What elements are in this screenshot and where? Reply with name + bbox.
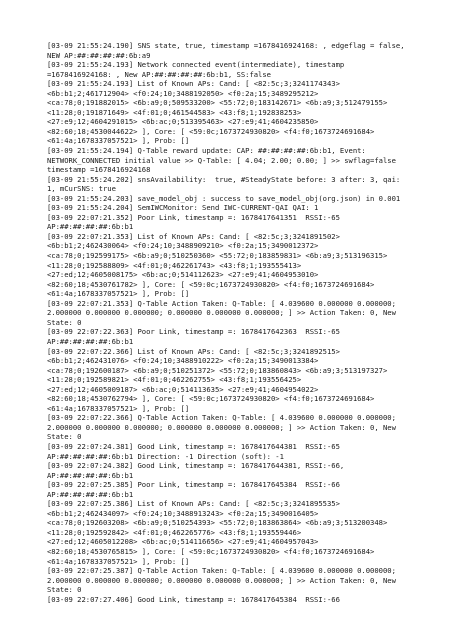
log-line: [03-09 22:07:24.382] Good Link, timestamp =: 1678417644381, RSSI:-66, xyxy=(47,461,345,471)
log-line: [03-09 21:55:24.204] SemIWCMonitor: Send IWC-CURRENT-QAI QAI: 1 xyxy=(47,203,319,213)
log-line: 2.000000 0.000000 0.000000; 0.000000 0.000000 0.000000; ] >> Action Taken: 0, New xyxy=(47,308,396,318)
log-line: <61:4a;1678337057521> ], Prob: [] xyxy=(47,556,190,566)
log-line: <82:60;18;4530765815> ], Core: [ <59:0c;1673724930820> <f4:f0;1673724691684> xyxy=(47,546,375,556)
log-line: [03-09 21:55:24.190] SNS state, true, timestamp =1678416924168: , edgeflag = false, xyxy=(47,41,405,50)
log-line: <6b:b1;2;462431076> <f0:24;10;3488910222> <f0:2a;15;3490013384> xyxy=(47,356,319,366)
log-line: timestamp =1678416924168 xyxy=(47,165,151,175)
log-line: <ca:78;0;192600187> <6b:a9;0;510251372> <55:72;0;183860843> <6b:a9;3;513197327> xyxy=(47,365,388,375)
log-line: [03-09 21:55:24.194] Q-Table reward update: CAP: ##:##:##:##:6b:b1, Event: xyxy=(47,146,366,156)
log-line: <ca:78;0;191882015> <6b:a9;0;509533200> <55:72;0;183142671> <6b:a9;3;512479155> xyxy=(47,98,388,108)
log-line: <27:e9;12;4604291015> <6b:ac;0;513395463> <27:e9;41;4604235850> xyxy=(47,117,319,127)
log-line: [03-09 22:07:27.406] Good Link, timestamp =: 1678417645384 RSSI:-66 xyxy=(47,594,340,604)
log-line: [03-09 22:07:21.352] Poor Link, timestamp =: 1678417641351 RSSI:-65 xyxy=(47,212,340,222)
log-line: <27:ed;12;4605008175> <6b:ac;0;514112623> <27:e9;41;4604953010> xyxy=(47,270,319,280)
log-body xyxy=(47,41,467,604)
log-line: <82:60;18;4530762794> ], Core: [ <59:0c;1673724930820> <f4:f0;1673724691684> xyxy=(47,394,375,404)
log-document xyxy=(47,41,467,626)
log-line: 1, mCurSNS: true xyxy=(47,184,116,194)
log-line: State: 0 xyxy=(47,317,82,327)
log-line: <11:28;0;192588809> <4f:01;0;462261743> <43:f8;1;193555413> xyxy=(47,260,302,270)
log-line: <11:28;0;192589821> <4f:01;0;462262755> <43:f8;1;193556425> xyxy=(47,375,302,385)
log-line: [03-09 21:55:24.193] Network connected event(intermediate), timestamp xyxy=(47,60,345,70)
log-line: [03-09 21:55:24.193] List of Known APs: Cand: [ <82:5c;3;3241174343> xyxy=(47,79,340,89)
log-line: <27:ed;12;4605009187> <6b:ac;0;514113635> <27:e9;41;4604954022> xyxy=(47,384,319,394)
log-line: [03-09 21:55:24.202] snsAvailability: true, #SteadyState before: 3 after: 3, qai: xyxy=(47,174,401,184)
log-line: State: 0 xyxy=(47,432,82,442)
log-line: <6b:b1;2;461712904> <f0:24;10;3488192050> <f0:2a;15;3489295212> xyxy=(47,88,319,98)
log-line: 2.000000 0.000000 0.000000; 0.000000 0.000000 0.000000; ] >> Action Taken: 0, New xyxy=(47,575,396,585)
log-line: AP:##:##:##:##:6b:b1 xyxy=(47,336,134,346)
log-line: [03-09 22:07:22.363] Poor Link, timestamp =: 1678417642363 RSSI:-65 xyxy=(47,327,340,337)
log-line: <ca:78;0;192603208> <6b:a9;0;510254393> <55:72;0;183863864> <6b:a9;3;513200348> xyxy=(47,518,388,528)
log-line: <61:4a;1678337057521> ], Prob: [] xyxy=(47,403,190,413)
log-line: <11:28;0;192592842> <4f:01;0;462265776> <43:f8;1;193559446> xyxy=(47,527,302,537)
log-line: <6b:b1;2;462434097> <f0:24;10;3488913243> <f0:2a;15;3490016405> xyxy=(47,508,319,518)
log-line: [03-09 22:07:22.366] Q-Table Action Taken: Q-Table: [ 4.039600 0.000000 0.000000; xyxy=(47,413,396,423)
log-line: State: 0 xyxy=(47,585,82,595)
log-line: AP:##:##:##:##:6b:b1 Direction: -1 Direction (soft): -1 xyxy=(47,451,284,461)
log-line: AP:##:##:##:##:6b:b1 xyxy=(47,470,134,480)
log-line: [03-09 22:07:21.353] List of Known APs: Cand: [ <82:5c;3;3241891502> xyxy=(47,231,340,241)
log-line: AP:##:##:##:##:6b:b1 xyxy=(47,222,134,232)
log-line: <82:60;18;4530044622> ], Core: [ <59:0c;1673724930820> <f4:f0;1673724691684> xyxy=(47,126,375,136)
log-line: <61:4a;1678337057521> ], Prob: [] xyxy=(47,289,190,299)
log-line: <82:60;18;4530761782> ], Core: [ <59:0c;1673724930820> <f4:f0;1673724691684> xyxy=(47,279,375,289)
log-line: [03-09 22:07:21.353] Q-Table Action Taken: Q-Table: [ 4.039600 0.000000 0.000000; xyxy=(47,298,396,308)
log-line: NEW AP:##:##:##:##:6b:a9 xyxy=(47,50,151,60)
log-line: [03-09 22:07:22.366] List of Known APs: Cand: [ <82:5c;3;3241892515> xyxy=(47,346,340,356)
log-line: [03-09 22:07:24.381] Good Link, timestamp =: 1678417644381 RSSI:-65 xyxy=(47,441,340,451)
log-line: <6b:b1;2;462430064> <f0:24;10;3488909210> <f0:2a;15;3490012372> xyxy=(47,241,319,251)
log-line: <27:ed;12;4605012208> <6b:ac;0;514116656> <27:e9;41;4604957043> xyxy=(47,537,319,547)
log-line: [03-09 22:07:25.387] Q-Table Action Taken: Q-Table: [ 4.039600 0.000000 0.000000; xyxy=(47,566,396,576)
log-line: NETWORK_CONNECTED initial value >> Q-Table: [ 4.04; 2.00; 0.00; ] >> swflag=false xyxy=(47,155,396,165)
log-line: AP:##:##:##:##:6b:b1 xyxy=(47,489,134,499)
log-line: [03-09 21:55:24.203] save_model_obj : success to save_model_obj(org.json) in 0.001 xyxy=(47,193,401,203)
log-line: 2.000000 0.000000 0.000000; 0.000000 0.000000 0.000000; ] >> Action Taken: 0, New xyxy=(47,422,396,432)
log-line: <ca:78;0;192599175> <6b:a9;0;510250360> <55:72;0;183859831> <6b:a9;3;513196315> xyxy=(47,251,388,261)
log-line: <11:28;0;191871649> <4f:01;0;461544583> <43:f8;1;192838253> xyxy=(47,107,302,117)
log-line: [03-09 22:07:25.386] List of Known APs: Cand: [ <82:5c;3;3241895535> xyxy=(47,499,340,509)
log-line: =1678416924168: , New AP:##:##:##:##:6b:b1, SS:false xyxy=(47,69,271,79)
log-line: <61:4a;1678337057521> ], Prob: [] xyxy=(47,136,190,146)
log-line: [03-09 22:07:25.385] Poor Link, timestamp =: 1678417645384 RSSI:-66 xyxy=(47,480,340,490)
